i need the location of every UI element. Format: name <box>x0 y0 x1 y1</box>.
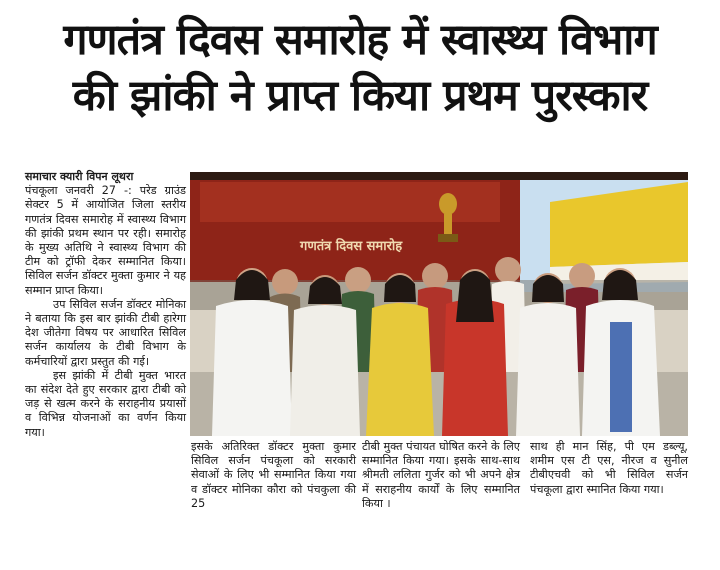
stage-banner-text: गणतंत्र दिवस समारोह <box>300 239 403 254</box>
article-column-2: इसके अतिरिक्त डॉक्टर मुक्ता कुमार सिविल सर्जन पंचकूला को सरकारी सेवाओं के लिए भी सम्मानित किया गया व डॉक्टर मोनिका कौरा को पंचकुला की 25 <box>191 440 356 510</box>
right-edge-clipped-column <box>697 150 720 570</box>
headline-line-2: की झांकी ने प्राप्त किया प्रथम पुरस्कार <box>72 71 648 121</box>
headline <box>0 12 720 124</box>
top-cut-text-strip <box>360 0 720 6</box>
article-column-1 <box>25 170 186 440</box>
article-column-4: साथ ही मान सिंह, पी एम डब्ल्यू, शमीम एस टी एस, नीरज व सुनील टीबीएचवी को भी सिविल सर्जन पंचकूला द्वारा स्मानित किया गया। <box>530 440 688 496</box>
article-paragraph-1: पंचकूला जनवरी 27 -: परेड ग्राउंड सेक्टर 5 में आयोजित जिला स्तरीय गणतंत्र दिवस समारोह में स्वास्थ्य विभाग की झांकी प्रथम स्थान पर रही। समारोह के मुख्य अतिथि ने स्वास्थ्य विभाग की टीम को ट्रॉफी देकर सम्मानित किया। सिविल सर्जन डॉक्टर मुक्ता कुमार ने यह सम्मान प्राप्त किया। <box>25 184 186 297</box>
group-photo-illustration <box>190 172 688 436</box>
headline-line-1: गणतंत्र दिवस समारोह में स्वास्थ्य विभाग <box>63 15 657 65</box>
article-paragraph-3: इस झांकी में टीबी मुक्त भारत का संदेश देते हुए सरकार द्वारा टीबी को जड़ से खत्म करने के सराहनीय प्रयासों व विभिन्न योजनाओं का वर्णन किया गया। <box>25 368 186 439</box>
article-column-3: टीबी मुक्त पंचायत घोषित करने के लिए सम्मानित किया गया। इसके साथ-साथ श्रीमती ललिता गुर्जर को भी अपने क्षेत्र में सराहनीय कार्यों के लिए सम्मानित किया । <box>362 440 520 510</box>
byline: समाचार क्यारी विपन लूथरा <box>25 170 134 183</box>
news-photo <box>190 172 688 436</box>
article-paragraph-2: उप सिविल सर्जन डॉक्टर मोनिका ने बताया कि इस बार झांकी टीबी हारेगा देश जीतेगा विषय पर आधारित सिविल सर्जन कार्यालय के टीबी विभाग के कर्मचारियों द्वारा प्रस्तुत की गई। <box>25 297 186 368</box>
